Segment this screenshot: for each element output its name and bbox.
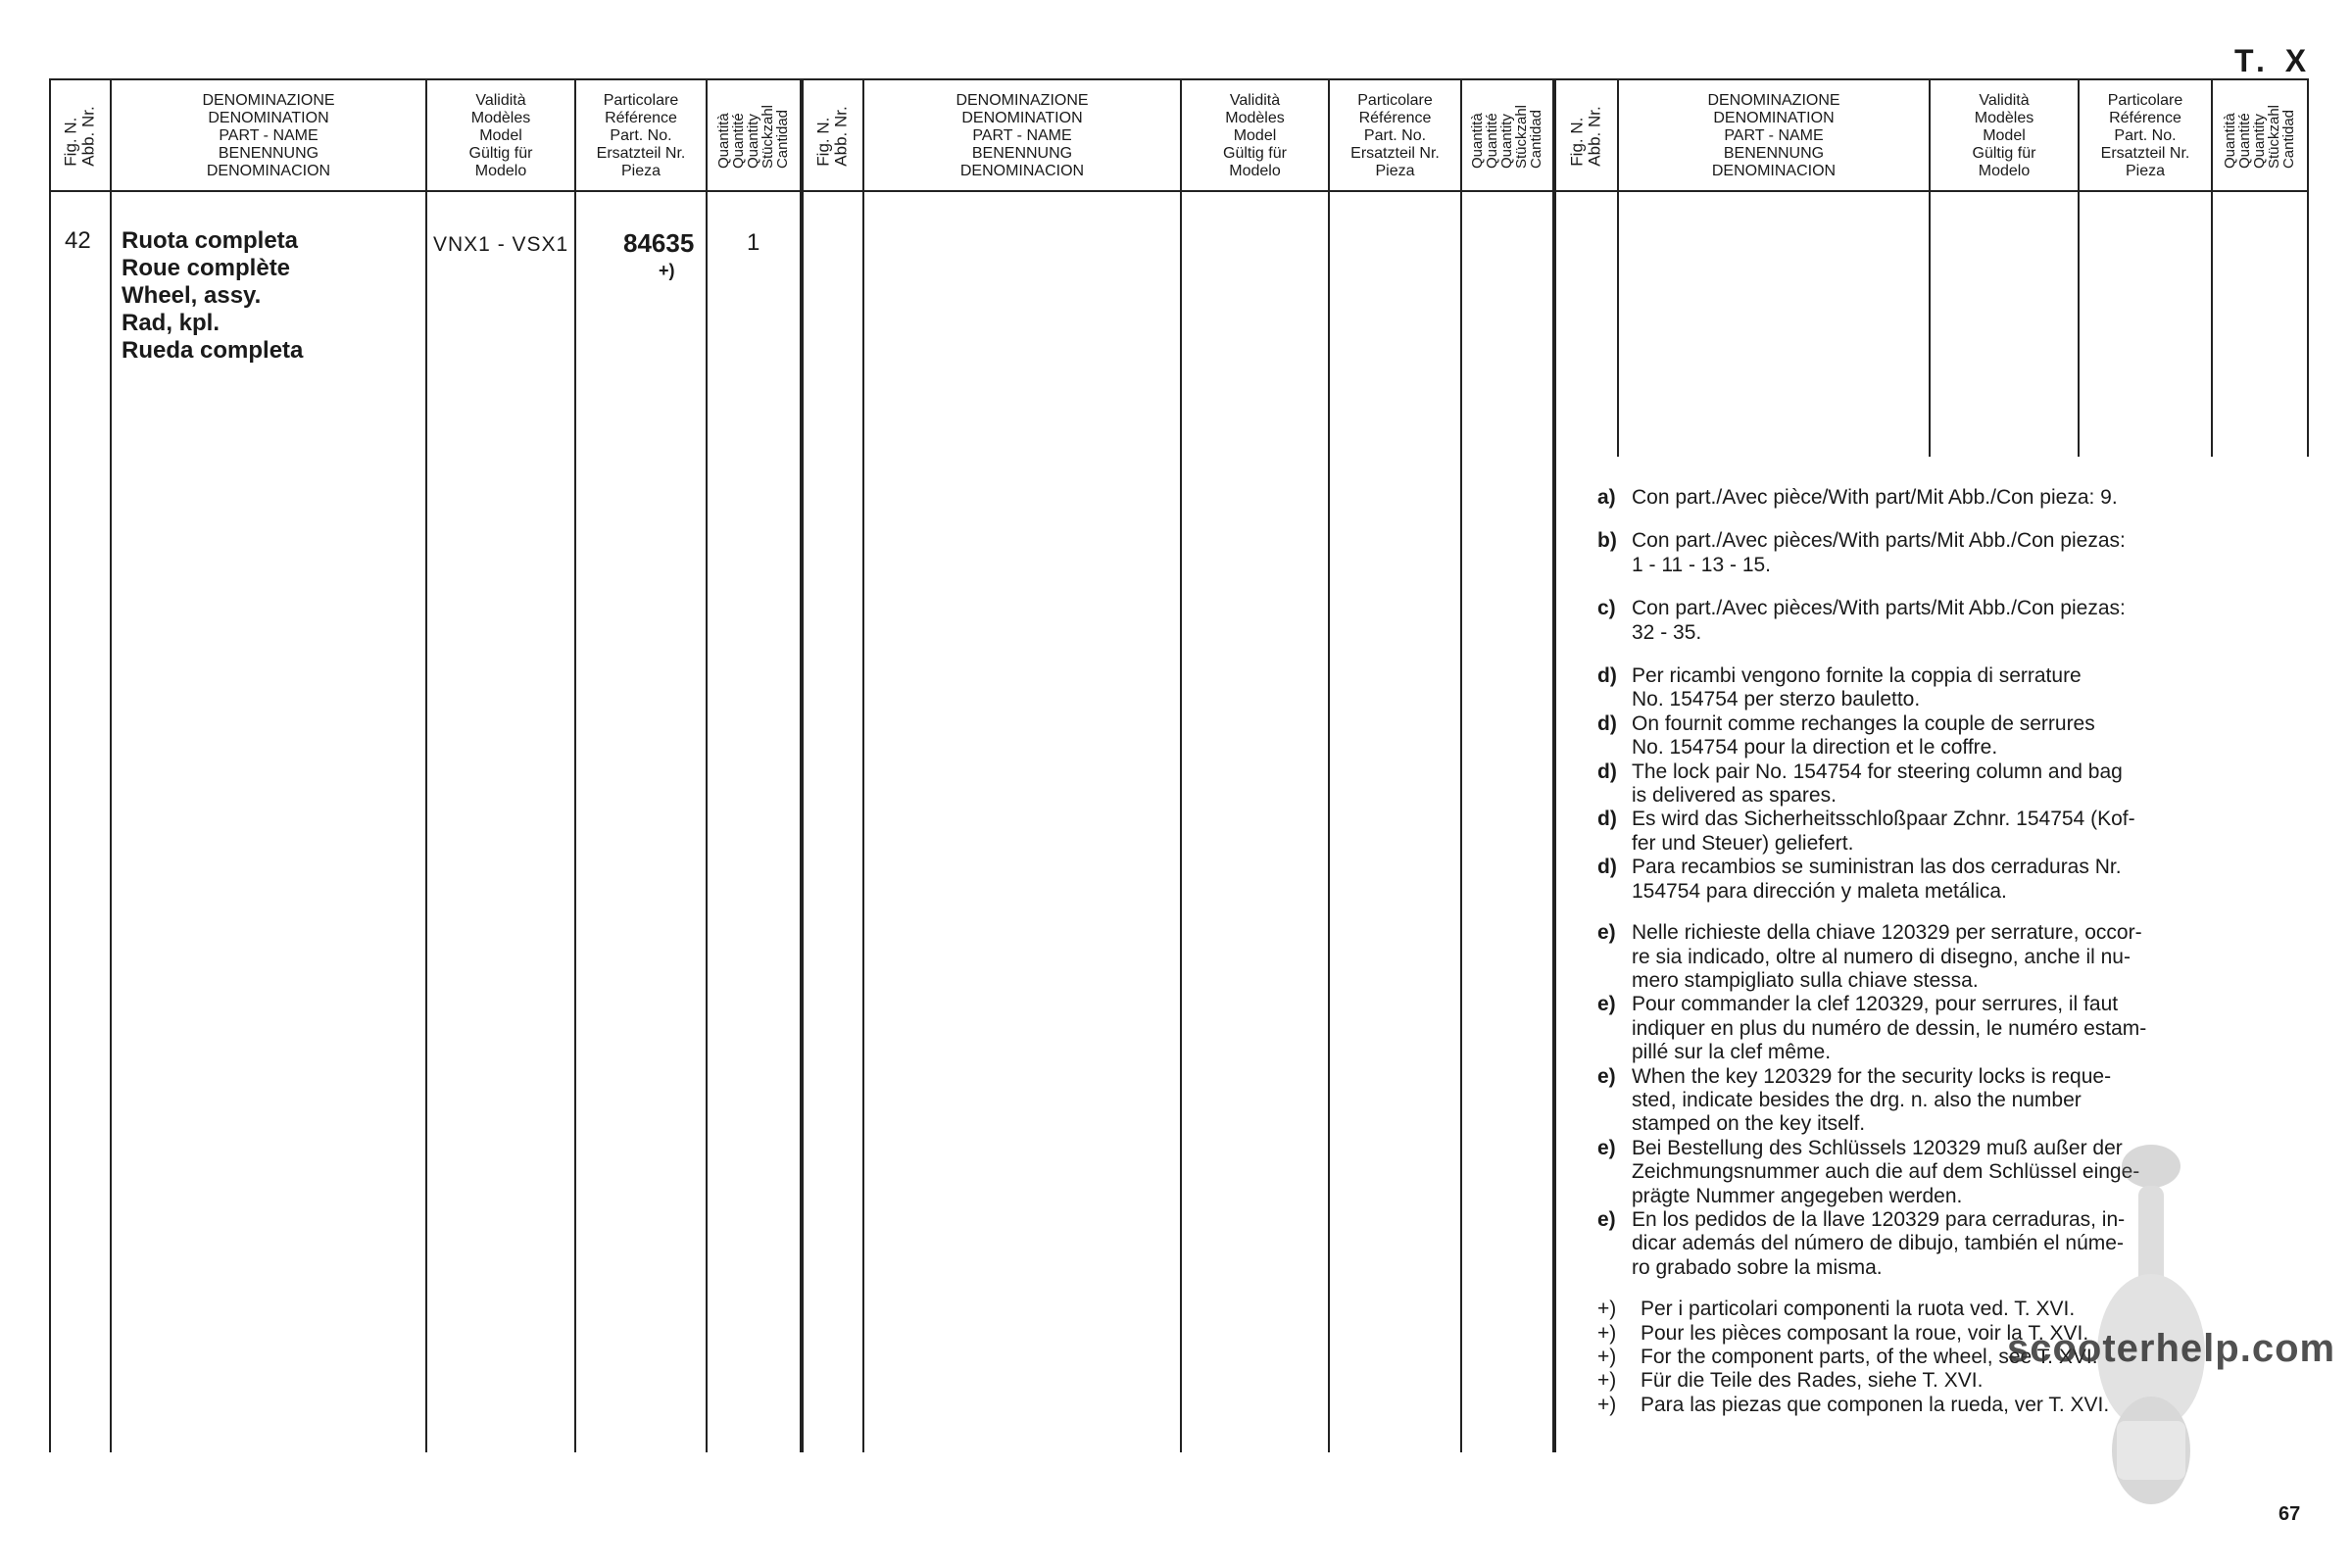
note-a: a) Con part./Avec pièce/With part/Mit Abb./Con pieza: 9.: [1597, 486, 2118, 509]
note-e: e) When the key 120329 for the security locks is reque- sted, indicate besides the drg. n. also the number stamped on the key itself.: [1597, 1064, 2112, 1136]
note-e: e) En los pedidos de la llave 120329 para cerraduras, in- dicar además del número de dibujo, también el núme- ro grabado sobre la misma.: [1597, 1207, 2126, 1279]
note-d: d) The lock pair No. 154754 for steering column and bag is delivered as spares.: [1597, 760, 2123, 808]
page-title: T. X: [2234, 43, 2313, 78]
note-plus: +) Pour les pièces composant la roue, voir la T. XVI.: [1597, 1321, 2089, 1345]
header-part-no: Particolare Référence Part. No. Ersatzteil Nr. Pieza: [2100, 92, 2190, 179]
note-e: e) Bei Bestellung des Schlüssels 120329 muß außer der Zeichmungsnummer auch die auf dem Schlüssel einge- prägte Nummer angegeben werden.: [1597, 1136, 2140, 1207]
col-divider: [49, 78, 51, 1452]
page-number: 67: [2278, 1503, 2301, 1525]
header-validity: Validità Modèles Model Gültig für Modelo: [468, 92, 533, 179]
note-d: d) Es wird das Sicherheitsschloßpaar Zchnr. 154754 (Kof- fer und Steuer) geliefert.: [1597, 808, 2135, 855]
col-divider: [425, 78, 427, 1452]
header-fig-no: Fig. N. Abb. Nr.: [62, 106, 99, 167]
header-denomination: DENOMINAZIONE DENOMINATION PART - NAME BENENNUNG DENOMINACION: [1707, 92, 1840, 179]
header-fig-no: Fig. N. Abb. Nr.: [814, 106, 852, 167]
col-divider: [1460, 78, 1462, 1452]
table-top-border: [49, 78, 2309, 80]
row-part-footnote: +): [659, 261, 675, 280]
note-d: d) Per ricambi vengono fornite la coppia di serrature No. 154754 per sterzo bauletto.: [1597, 664, 2082, 711]
watermark-text: scooterhelp.com: [2007, 1327, 2336, 1370]
note-d: d) Para recambios se suministran las dos cerraduras Nr. 154754 para dirección y maleta metálica.: [1597, 856, 2122, 903]
row-fig-no: 42: [65, 227, 91, 254]
header-part-no: Particolare Référence Part. No. Ersatzteil Nr. Pieza: [1350, 92, 1440, 179]
section-divider: [1552, 78, 1556, 1452]
note-e: e) Nelle richieste della chiave 120329 per serrature, occor- re sia indicado, oltre al numero di disegno, anche il nu- mero stampigliato sulla chiave stessa.: [1597, 921, 2142, 992]
note-c: c) Con part./Avec pièces/With parts/Mit Abb./Con piezas: 32 - 35.: [1597, 597, 2126, 644]
note-e: e) Pour commander la clef 120329, pour serrures, il faut indiquer en plus du numéro de dessin, le numéro estam- pillé sur la clef même.: [1597, 993, 2147, 1064]
col-divider: [110, 78, 112, 1452]
header-validity: Validità Modèles Model Gültig für Modelo: [1972, 92, 2036, 179]
note-b: b) Con part./Avec pièces/With parts/Mit Abb./Con piezas: 1 - 11 - 13 - 15.: [1597, 529, 2126, 576]
col-divider: [2307, 78, 2309, 457]
header-part-no: Particolare Référence Part. No. Ersatzteil Nr. Pieza: [596, 92, 686, 179]
scooter-watermark-icon: [2078, 1127, 2225, 1519]
row-model: VNX1 - VSX1: [433, 233, 569, 256]
header-fig-no: Fig. N. Abb. Nr.: [1567, 106, 1604, 167]
note-plus: +) Para las piezas que componen la rueda, ver T. XVI.: [1597, 1393, 2110, 1416]
col-divider: [706, 78, 708, 1452]
header-denomination: DENOMINAZIONE DENOMINATION PART - NAME BENENNUNG DENOMINACION: [956, 92, 1089, 179]
note-plus: +) For the component parts, of the wheel, see T. XVI.: [1597, 1346, 2098, 1368]
note-plus: +) Per i particolari componenti la ruota ved. T. XVI.: [1597, 1298, 2076, 1321]
header-quantity: Quantità Quantité Quantity Stückzahl Cantidad: [715, 104, 792, 169]
note-plus: +) Für die Teile des Rades, siehe T. XVI.: [1597, 1369, 1984, 1393]
header-denomination: DENOMINAZIONE DENOMINATION PART - NAME BENENNUNG DENOMINACION: [202, 92, 335, 179]
col-divider: [1180, 78, 1182, 1452]
header-validity: Validità Modèles Model Gültig für Modelo: [1223, 92, 1287, 179]
note-d: d) On fournit comme rechanges la couple de serrures No. 154754 pour la direction et le coffre.: [1597, 711, 2095, 760]
section-divider: [800, 78, 804, 1452]
table-header-border: [49, 190, 2309, 192]
row-part-name: Ruota completa Roue complète Wheel, assy. Rad, kpl. Rueda completa: [122, 227, 304, 364]
row-part-number: 84635: [623, 228, 695, 258]
col-divider: [862, 78, 864, 1452]
col-divider: [1328, 78, 1330, 1452]
header-quantity: Quantità Quantité Quantity Stückzahl Cantidad: [2222, 104, 2298, 169]
row-quantity: 1: [747, 229, 760, 256]
header-quantity: Quantità Quantité Quantity Stückzahl Cantidad: [1469, 104, 1545, 169]
col-divider: [574, 78, 576, 1452]
